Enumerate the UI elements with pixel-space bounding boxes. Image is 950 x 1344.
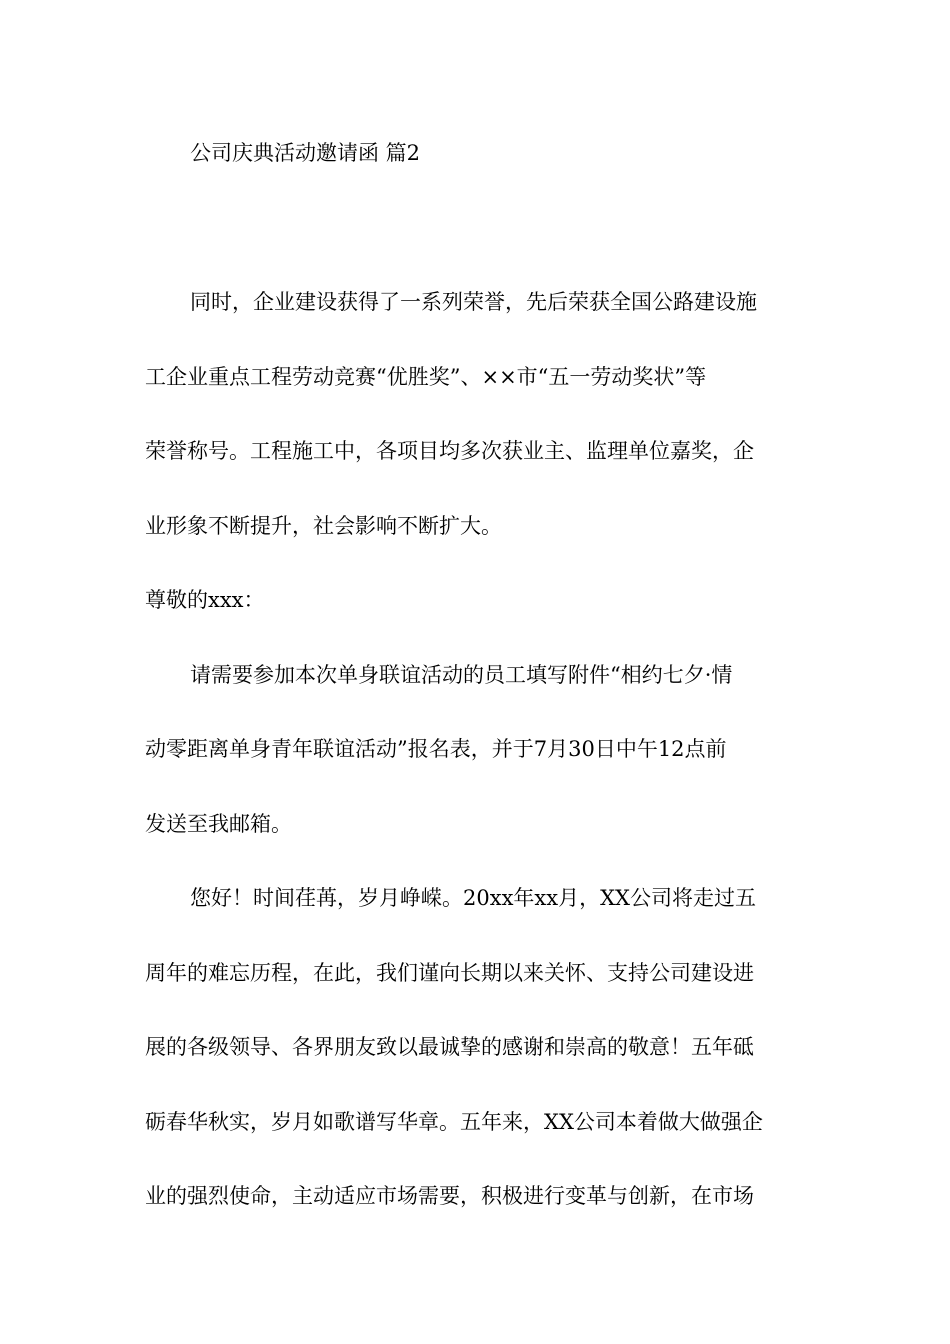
paragraph-3-line-1: 请需要参加本次单身联谊活动的员工填写附件“相约七夕·情 (190, 662, 733, 687)
paragraph-3-line-3: 发送至我邮箱。 (145, 811, 292, 836)
paragraph-4-line-3: 展的各级领导、各界朋友致以最诚挚的感谢和崇高的敬意！五年砥 (145, 1035, 754, 1059)
document-title: 公司庆典活动邀请函 篇2 (190, 141, 421, 165)
paragraph-1-line-4: 业形象不断提升，社会影响不断扩大。 (145, 513, 502, 538)
paragraph-4-line-1: 您好！时间荏苒，岁月峥嵘。20xx年xx月，XX公司将走过五 (190, 886, 756, 910)
body-text (145, 287, 807, 1256)
paragraph-4-line-5: 业的强烈使命，主动适应市场需要，积极进行变革与创新，在市场 (145, 1184, 754, 1208)
paragraph-1-line-1: 同时，企业建设获得了一系列荣誉，先后荣获全国公路建设施 (190, 290, 757, 314)
paragraph-4-line-2: 周年的难忘历程，在此，我们谨向长期以来关怀、支持公司建设进 (145, 960, 754, 985)
paragraph-1-line-3: 荣誉称号。工程施工中，各项目均多次获业主、监理单位嘉奖，企 (145, 439, 754, 463)
salutation: 尊敬的xxx： (145, 588, 265, 612)
paragraph-1-line-2: 工企业重点工程劳动竞赛“优胜奖”、××市“五一劳动奖状”等 (145, 364, 707, 389)
paragraph-3-line-2: 动零距离单身青年联谊活动”报名表，并于7月30日中午12点前 (145, 737, 727, 761)
paragraph-4-line-4: 砺春华秋实，岁月如歌谱写华章。五年来，XX公司本着做大做强企 (145, 1109, 763, 1134)
